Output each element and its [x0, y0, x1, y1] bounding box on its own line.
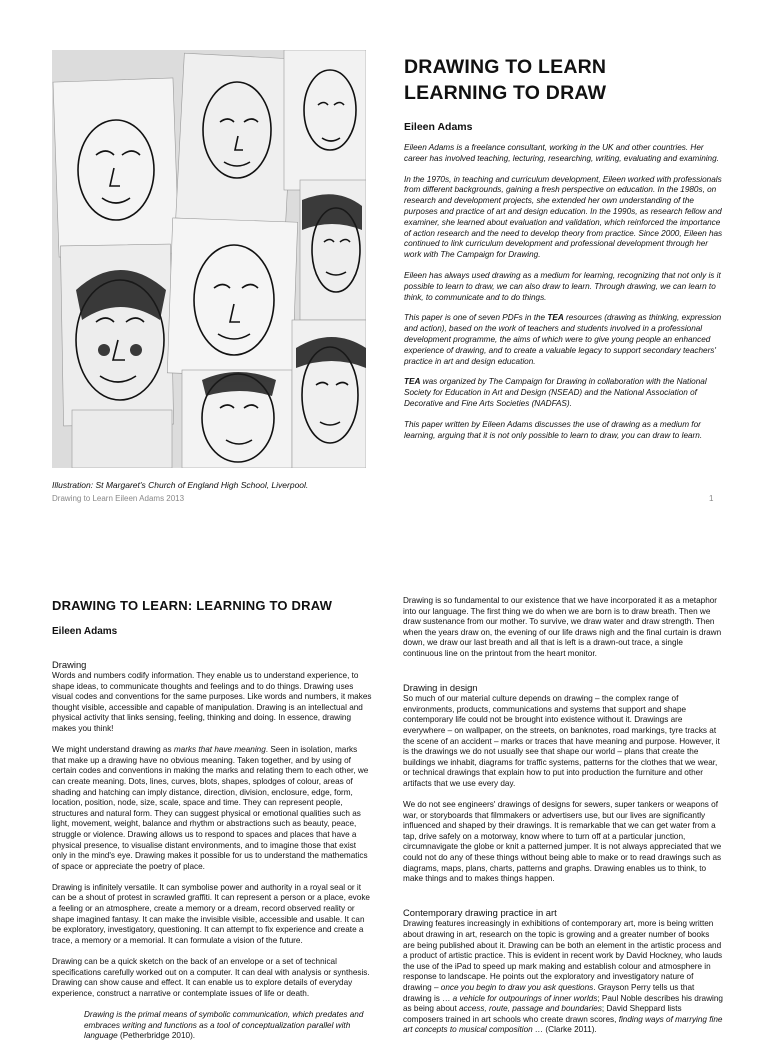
text-span: ; Paul Noble describes his drawing as being about — [403, 993, 723, 1014]
right-column — [403, 596, 723, 1047]
author-biography — [404, 143, 724, 451]
body-paragraph: So much of our material culture depends on drawing – the complex range of environments, products, communications and systems that support and shape contemporary life could not be brought into existence without it. Drawings are everywhere – on wallpaper, on the streets, on banknotes, road markings, tyre tracks at the scene of an accident – marks or traces that have meaning and purpose. However, it is the drawings we do not usually see that shape our world – plans that create the buildings we inhabit, diagrams for traffic systems, patterns for the clothes that we wear, or technical drawings that explain how to put into production the furniture and other artifacts that we use every day. — [403, 694, 720, 788]
left-column — [52, 659, 372, 1052]
body-paragraph: Drawing can be a quick sketch on the back of an envelope or a set of technical specifications carefully worked out on a computer. It can deal with analysis or synthesis. Drawing can show cause and effect. It can enable us to explore details of everyday experience, construct a narrative or contemplate issues of life or death. — [52, 957, 370, 998]
text-span: ; David Sheppard lists composers trained in art schools who create drawn scores, — [403, 1004, 682, 1024]
page-number: 1 — [709, 494, 714, 503]
tea-acronym: TEA — [547, 313, 564, 323]
article-author: Eileen Adams — [52, 626, 118, 637]
tea-acronym: TEA — [404, 377, 421, 387]
text-span: was organized by The Campaign for Drawing in collaboration with the National Society for Education in Art and Design (NSEAD) and the National Association of Decorative and Fine Arts Societies (NADFAS). — [404, 377, 707, 408]
bio-paragraph: Eileen has always used drawing as a medium for learning, recognizing that not only is it possible to learn to draw, we can also draw to learn. Through drawing, we can learn to think, to communicate and to do things. — [404, 270, 721, 302]
tea-organization-paragraph — [404, 377, 724, 409]
document-title — [404, 54, 724, 106]
body-paragraph — [403, 919, 723, 1036]
text-span: . Grayson Perry tells us that drawing is … — [403, 983, 695, 1003]
tea-paragraph — [404, 313, 724, 367]
title-line-1: DRAWING TO LEARN — [404, 56, 607, 78]
emphasis: marks that have meaning — [173, 745, 266, 755]
emphasis: a vehicle for outpourings of inner worlds — [452, 993, 598, 1003]
bio-paragraph: Eileen Adams is a freelance consultant, working in the UK and other countries. Her career has involved teaching, lecturing, researching, writing, evaluating and examining. — [404, 143, 719, 163]
body-paragraph: Drawing is infinitely versatile. It can symbolise power and authority in a royal seal or it can be a shout of protest in scrawled graffiti. It can represent a person or a place, evoke a feeling or an atmosphere, create a memory or a dream, record observed reality or shape imagined fantasy. It can make the invisible visible, accessible and usable. It can be exploratory, investigatory, questioning. It can attempt to fix experience and create a trace, a memory or a memorial. It can formulate a vision of the future. — [52, 882, 370, 945]
emphasis: access, route, passage and boundaries — [459, 1004, 602, 1014]
body-paragraph: Words and numbers codify information. They enable us to understand experience, to shape ideas, to communicate thoughts and feelings and to do things. Drawing uses visual codes and conventions for the same purposes. Like words and numbers, it makes thought visible, accessible and capable of manipulation. Drawing is an intellectual and physical activity that links sensing, feeling, thinking and doing. In essence, drawing makes you think! — [52, 671, 372, 733]
section-heading-drawing: Drawing — [52, 659, 87, 670]
body-paragraph — [52, 745, 372, 872]
page-footer: Drawing to Learn Eileen Adams 2013 — [52, 494, 185, 503]
paper-summary: This paper written by Eileen Adams discusses the use of drawing as a medium for learning, arguing that it is not only possible to learn to draw, you can draw to learn. — [404, 419, 703, 440]
cover-illustration — [52, 50, 366, 468]
text-span: We might understand drawing as — [52, 745, 174, 755]
illustration-caption: Illustration: St Margaret's Church of England High School, Liverpool. — [52, 480, 309, 490]
quote-citation: (Petherbridge 2010). — [117, 1031, 196, 1041]
title-line-2: LEARNING TO DRAW — [404, 82, 607, 104]
article-title: DRAWING TO LEARN: LEARNING TO DRAW — [52, 598, 333, 613]
bio-paragraph: In the 1970s, in teaching and curriculum development, Eileen worked with professionals from different backgrounds, gaining a fresh perspective on education. In the 1980s, on research and development projects, she extended her own understanding of the purposes and practice of art and design education. In the 1990s, as research fellow and examiner, she learned about evaluation and validation, which reinforced the importance of action research and the need to develop theory from practice. Since 2000, Eileen has continued to link curriculum development and professional development through her work with The Campaign for Drawing. — [404, 174, 723, 260]
text-span: This paper is one of seven PDFs in the — [404, 313, 548, 323]
block-quote — [84, 1010, 372, 1042]
drawing-collage-image — [52, 50, 366, 468]
text-span: resources (drawing as thinking, expression and action), based on the work of teachers and students involved in a professional development programme, the aims of which were to give young people an enhanced experience of drawing, and to create a valuable legacy to support secondary teachers' practice in art and design education. — [404, 313, 722, 366]
section-heading-contemporary-art: Contemporary drawing practice in art — [403, 907, 557, 919]
quote-text: Drawing is the primal means of symbolic communication, which predates and embraces writing and functions as a tool of conceptualization parallel with language — [84, 1010, 364, 1041]
text-span: Drawing features increasingly in exhibitions of contemporary art, more is being written about drawing in art, research on the topic is growing and a greater number of books are being published about it. Drawing can be both an element in the artistic process and a product of artistic practice. This is evident in recent work by David Hockney, who lauds the use of the iPad to speed up mark making and establish colour and atmosphere in response to landscape. He points out the exploratory and investigatory nature of drawing – — [403, 919, 723, 992]
body-paragraph: We do not see engineers' drawings of designs for sewers, super tankers or weapons of war, or storyboards that filmmakers or advertisers use, but our lives are significantly influenced and shaped by their drawings. It is remarkable that we can get water from a tap, drive safely on a motorway, know where to turn off at a particular junction, circumnavigate the globe or knit a patterned jumper. It is not always appreciated that we could not do any of these things without being able to make or to read drawings such as diagrams, maps, plans, charts, patterns and graphs. Drawing enables us to think, to make things and to makes things happen. — [403, 800, 722, 884]
section-heading-design: Drawing in design — [403, 682, 478, 694]
body-paragraph: Drawing is so fundamental to our existence that we have incorporated it as a metaphor into our language. The first thing we do when we are born is to draw breath. Then we draw sustenance from our mother. To survive, we draw water and draw strength. Then when the years draw on, the evening of our life draws nigh and the final curtain is drawn down, we draw our last breath and all that is left is a drawn-out trace, a single continuous line on the printout from the heart monitor. — [403, 596, 722, 658]
emphasis: finding ways of marrying fine art concepts to musical composition … — [403, 1014, 723, 1035]
text-span: (Clarke 2011). — [543, 1025, 597, 1035]
text-span: . Seen in isolation, marks that make up a drawing have no obvious meaning. Taken together, and by using of certain codes and conventions in making the marks and relating them to each other, we can create meaning. Dots, lines, curves, blots, shapes, splodges of colour, areas of shading and hatching can imply distance, direction, division, enclosure, edge, form, location, position, node, size, scale, space and time. They can represent people, structures and natural form. They can suggest physical or emotional qualities such as light, movement, weight, balance and rhythm or abstractions such as beauty, peace, struggle or violence. Drawing allows us to respond to spaces and places that have a physical presence, to visualise distant environments, and to imagine those that exist only in the mind's eye. Drawing makes it possible for us to understand the mathematics of space or appreciate the poetry of place. — [52, 745, 369, 871]
author-name: Eileen Adams — [404, 121, 473, 133]
emphasis: once you begin to draw you ask questions — [440, 983, 594, 992]
